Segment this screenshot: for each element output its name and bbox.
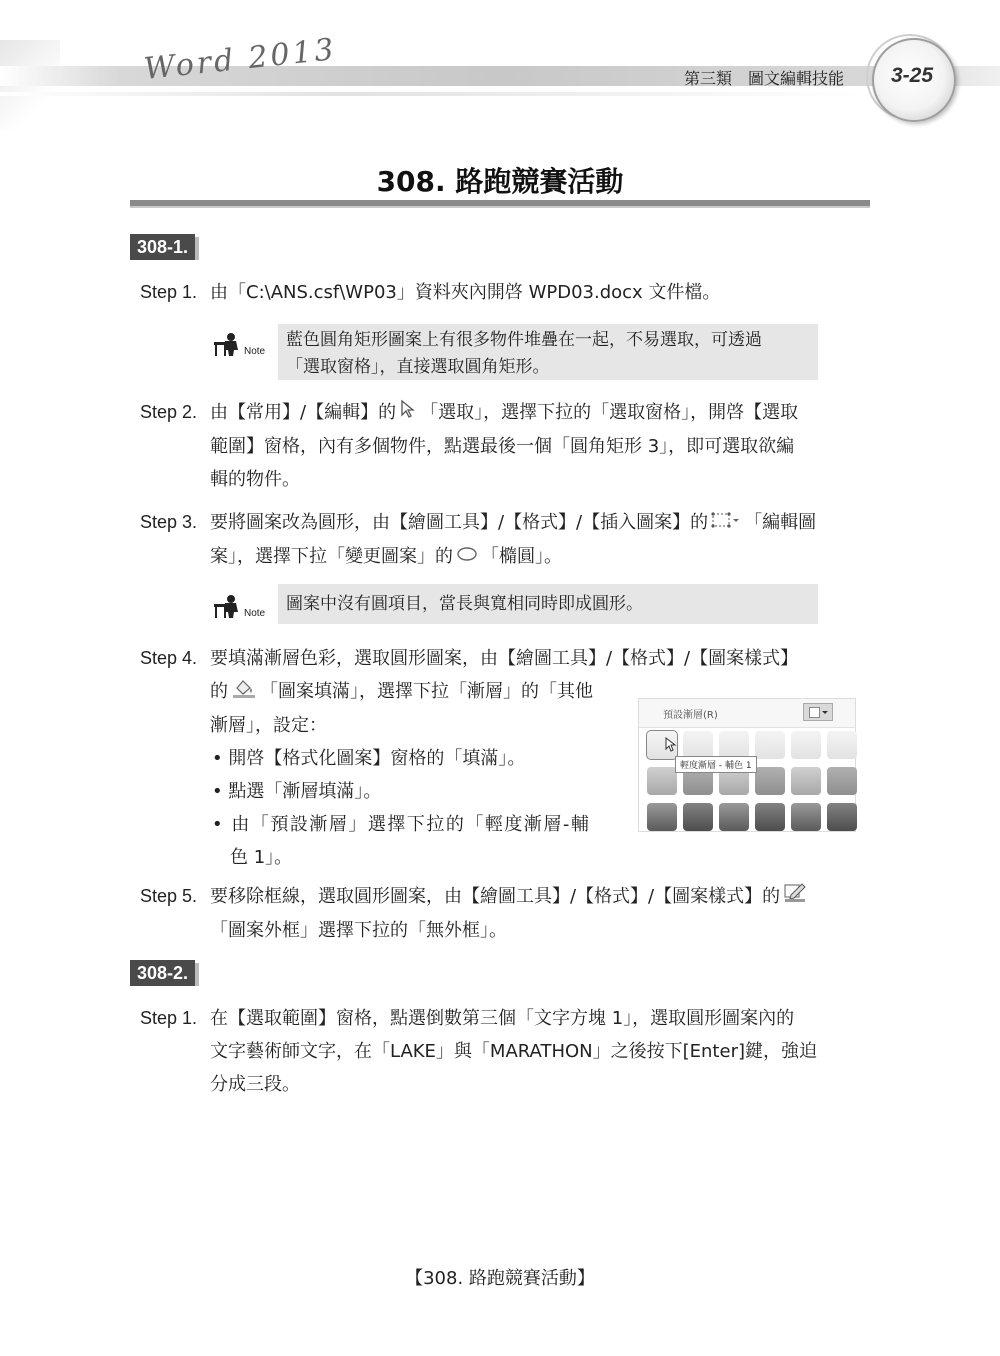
gallery-header [639, 699, 855, 728]
chapter-title: 第三類 圖文編輯技能 [684, 69, 845, 88]
gradient-swatch[interactable] [719, 803, 749, 831]
gallery-tooltip: 輕度漸層 - 輔色 1 [675, 756, 757, 773]
note-label: Note [244, 346, 266, 357]
select-cursor-icon [399, 397, 417, 430]
step-text: 「橢圓」。 [481, 545, 562, 567]
note-icon [212, 332, 272, 362]
bullet-item: • 點選「漸層填滿」。 [212, 780, 382, 802]
note-line: 「選取窗格」，直接選取圓角矩形。 [286, 357, 550, 377]
gradient-swatch[interactable] [827, 731, 857, 759]
step-text: 「選取」，選擇下拉的「選取窗格」，開啓【選取 [420, 402, 799, 423]
gradient-swatch[interactable] [755, 767, 785, 795]
note-box-1 [278, 324, 818, 380]
step-text: 要移除框線，選取圓形圖案，由【繪圖工具】/【格式】/【圖案樣式】的 [210, 886, 781, 907]
title-rule [130, 200, 870, 208]
step-text: 的 [210, 681, 228, 702]
gradient-swatch[interactable] [827, 803, 857, 831]
note-box-2 [278, 584, 818, 624]
step-text: 要將圖案改為圓形，由【繪圖工具】/【格式】/【插入圖案】的 [210, 512, 709, 533]
step-prefix: Step 1. [140, 1008, 198, 1028]
step-text: 由【常用】/【編輯】的 [210, 402, 397, 423]
gradient-swatch[interactable] [791, 767, 821, 795]
step-text: 輯的物件。 [210, 468, 300, 490]
bullet-continuation: 色 1」。 [230, 846, 293, 868]
bullet-text: 由「預設漸層」選擇下拉的「輕度漸層-輔 [231, 813, 591, 835]
gradient-swatch[interactable] [719, 731, 749, 759]
step-text: 「圖案填滿」，選擇下拉「漸層」的「其他 [260, 681, 593, 702]
edit-shape-icon [711, 507, 741, 540]
step-text: 要填滿漸層色彩，選取圓形圖案，由【繪圖工具】/【格式】/【圖案樣式】 [210, 648, 799, 669]
header-band-thin [0, 92, 860, 96]
step-text: 漸層」，設定： [210, 714, 327, 736]
bullet-item: • 開啓【格式化圖案】窗格的「填滿」。 [212, 747, 526, 769]
note-line: 藍色圓角矩形圖案上有很多物件堆疊在一起，不易選取，可透過 [286, 330, 762, 350]
step-prefix: Step 2. [140, 402, 198, 422]
note-line: 圖案中沒有圓項目，當長與寬相同時即成圓形。 [286, 594, 643, 614]
note-icon [212, 594, 272, 624]
word-2013-logo: Word 2013 [142, 31, 339, 87]
step-308-1-3 [140, 506, 870, 573]
step-prefix: Step 1. [140, 282, 198, 302]
gradient-swatch[interactable] [827, 767, 857, 795]
gallery-dropdown-button[interactable] [803, 703, 833, 721]
page-title: 308. 路跑競賽活動 [376, 165, 624, 198]
step-prefix: Step 4. [140, 648, 198, 668]
bullet-text: 開啓【格式化圖案】窗格的「填滿」。 [228, 747, 526, 769]
section-label-308-1: 308-1. [130, 234, 195, 260]
step-text: 文字藝術師文字，在「LAKE」與「MARATHON」之後按下[Enter]鍵，強迫 [210, 1041, 817, 1062]
step-prefix: Step 5. [140, 886, 198, 906]
gradient-gallery [638, 698, 856, 832]
gallery-header-label: 預設漸層(R) [663, 710, 718, 721]
gradient-swatch[interactable] [755, 803, 785, 831]
step-text: 在【選取範圍】窗格，點選倒數第三個「文字方塊 1」，選取圓形圖案內的 [210, 1008, 795, 1029]
step-308-1-5 [140, 880, 870, 947]
page-number: 3-25 [890, 64, 934, 87]
step-text: 範圍】窗格，內有多個物件，點選最後一個「圓角矩形 3」，即可選取欲編 [210, 435, 795, 457]
bullet-text: 點選「漸層填滿」。 [228, 780, 382, 802]
step-text: 分成三段。 [210, 1074, 300, 1095]
step-text: 案」，選擇下拉「變更圖案」的 [210, 545, 453, 567]
gradient-swatch[interactable] [647, 767, 677, 795]
note-label: Note [244, 608, 266, 619]
footer-title: 【308. 路跑競賽活動】 [405, 1268, 595, 1289]
step-308-2-1 [140, 1002, 870, 1101]
gradient-swatch[interactable] [791, 803, 821, 831]
bullet-item: • 由「預設漸層」選擇下拉的「輕度漸層-輔 [212, 813, 591, 835]
step-text: 由「C:\ANS.csf\WP03」資料夾內開啓 WPD03.docx 文件檔。 [210, 282, 721, 303]
gradient-swatch[interactable] [683, 731, 713, 759]
step-308-1-1 [140, 276, 870, 309]
gradient-swatch[interactable] [683, 803, 713, 831]
step-text: 「圖案外框」選擇下拉的「無外框」。 [210, 919, 507, 941]
shape-outline-icon [783, 881, 807, 914]
gradient-swatch[interactable] [755, 731, 785, 759]
note-reader-icon [212, 594, 244, 620]
step-prefix: Step 3. [140, 512, 198, 532]
mouse-cursor-icon [665, 737, 677, 757]
note-reader-icon [212, 332, 244, 358]
step-308-1-2 [140, 396, 870, 496]
gradient-swatch[interactable] [791, 731, 821, 759]
step-text: 「編輯圖 [744, 512, 817, 533]
shape-fill-icon [231, 676, 257, 709]
gradient-swatch[interactable] [647, 803, 677, 831]
section-label-308-2: 308-2. [130, 960, 195, 986]
ellipse-icon [456, 540, 478, 573]
